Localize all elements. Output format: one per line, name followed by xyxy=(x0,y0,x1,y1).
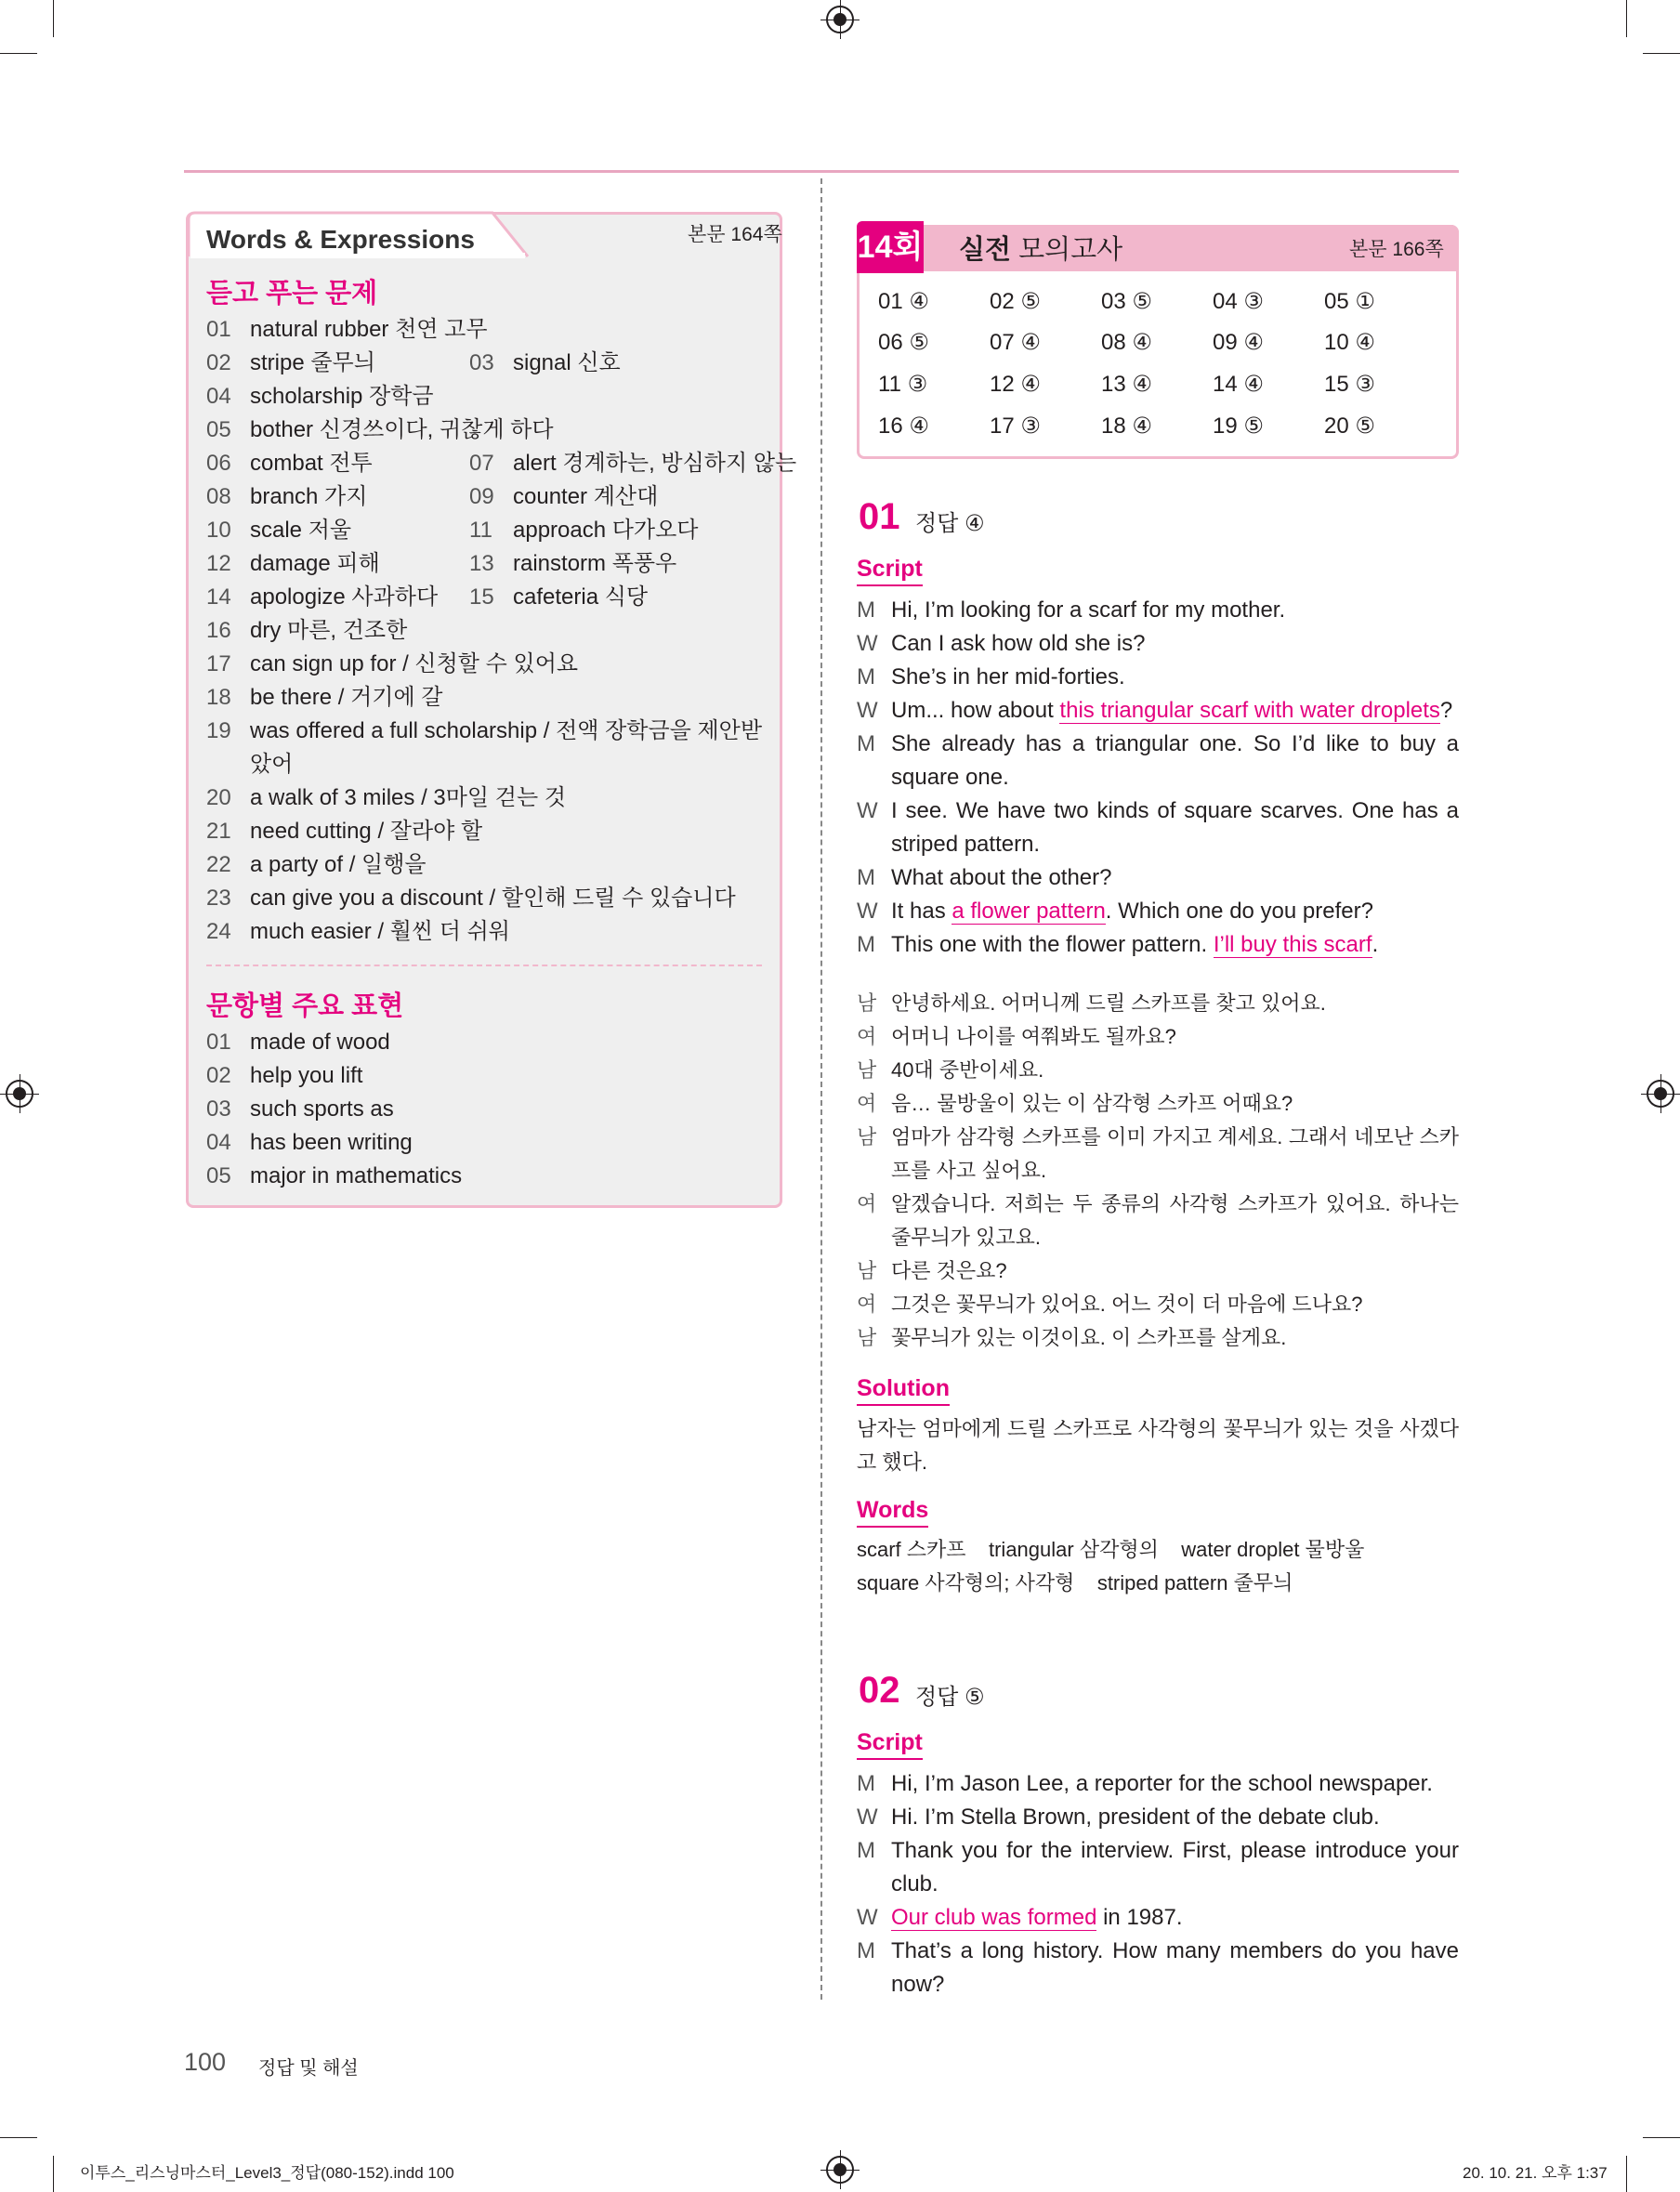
word-item: 04 scholarship 장학금 xyxy=(206,384,434,409)
word-item: 08 branch 가지 xyxy=(206,484,368,509)
word-item: 20 a walk of 3 miles / 3마일 걷는 것 xyxy=(206,785,567,810)
crop-mark xyxy=(53,0,54,37)
answer-item: 11 ③ xyxy=(878,372,928,397)
script-line: M That’s a long history. How many members do you have now? xyxy=(857,1938,1459,1997)
answer-item: 03 ⑤ xyxy=(1101,289,1152,314)
script-line: M Hi, I’m looking for a scarf for my mother. xyxy=(857,597,1286,623)
section-divider xyxy=(206,965,762,966)
word-item: 았어 xyxy=(250,752,294,777)
solution-text: 남자는 엄마에게 드릴 스카프로 사각형의 꽃무늬가 있는 것을 사겠다고 했다. xyxy=(857,1417,1459,1474)
answer-item: 04 ③ xyxy=(1213,289,1264,314)
page-reference: 본문 166쪽 xyxy=(1349,239,1444,260)
answer-item: 12 ④ xyxy=(990,372,1041,397)
crop-mark xyxy=(53,2156,54,2192)
crop-mark xyxy=(1626,2156,1627,2192)
answer-item: 16 ④ xyxy=(878,413,929,439)
slug-filename: 이투스_리스닝마스터_Level3_정답(080-152).indd 100 xyxy=(80,2164,454,2182)
crop-mark xyxy=(0,2137,37,2138)
section-title-expressions: 문항별 주요 표현 xyxy=(206,991,404,1021)
answer-item: 07 ④ xyxy=(990,330,1041,355)
word-item: 22 a party of / 일행을 xyxy=(206,852,427,877)
expression-item: 03 such sports as xyxy=(206,1096,394,1122)
answer-item: 18 ④ xyxy=(1101,413,1152,439)
answer-item: 13 ④ xyxy=(1101,372,1152,397)
word-item: 05 bother 신경쓰이다, 귀찮게 하다 xyxy=(206,417,554,442)
page-reference: 본문 164쪽 xyxy=(688,224,782,245)
highlighted-answer: this triangular scarf with water droplets xyxy=(1059,698,1440,723)
answer-item: 17 ③ xyxy=(990,413,1041,439)
translation-line: 남 40대 중반이세요. xyxy=(857,1058,1044,1082)
word-item: 07 alert 경계하는, 방심하지 않는 xyxy=(469,451,797,476)
answer-item: 14 ④ xyxy=(1213,372,1264,397)
word-item: 13 rainstorm 폭풍우 xyxy=(469,551,677,576)
script-line: W It has a flower pattern. Which one do you prefer? xyxy=(857,899,1373,924)
highlighted-answer: a flower pattern xyxy=(952,899,1106,924)
expression-item: 04 has been writing xyxy=(206,1130,413,1155)
word-item: 16 dry 마른, 건조한 xyxy=(206,618,408,643)
word-item: 18 be there / 거기에 갈 xyxy=(206,685,443,710)
word-item: 24 much easier / 훨씬 더 쉬워 xyxy=(206,919,510,944)
word-item: 19 was offered a full scholarship / 전액 장학금을 제안받 xyxy=(206,718,763,743)
word-item: 17 can sign up for / 신청할 수 있어요 xyxy=(206,651,579,676)
script-line: W Um... how about this triangular scarf with water droplets? xyxy=(857,698,1453,723)
answer-item: 06 ⑤ xyxy=(878,330,929,355)
word-item: 03 signal 신호 xyxy=(469,350,621,375)
script-line: M This one with the flower pattern. I’ll buy this scarf. xyxy=(857,932,1379,957)
words-label: Words xyxy=(857,1497,928,1528)
highlighted-answer: Our club was formed xyxy=(891,1905,1097,1930)
script-line: M What about the other? xyxy=(857,865,1112,890)
crop-mark xyxy=(1643,2137,1680,2138)
question-answer: 정답 ⑤ xyxy=(915,1685,985,1710)
translation-line: 남 꽃무늬가 있는 이것이요. 이 스카프를 살게요. xyxy=(857,1326,1287,1349)
translation-line: 남 다른 것은요? xyxy=(857,1259,1007,1282)
expression-item: 02 help you lift xyxy=(206,1063,363,1088)
solution-label: Solution xyxy=(857,1375,950,1406)
translation-line: 여 음… 물방울이 있는 이 삼각형 스카프 어때요? xyxy=(857,1092,1293,1115)
answer-item: 05 ① xyxy=(1324,289,1375,314)
translation-line: 여 그것은 꽃무늬가 있어요. 어느 것이 더 마음에 드나요? xyxy=(857,1293,1363,1316)
script-line: M She’s in her mid-forties. xyxy=(857,664,1125,689)
word-item: 10 scale 저울 xyxy=(206,518,352,543)
registration-mark-icon xyxy=(826,6,854,33)
page-number: 100 xyxy=(184,2048,227,2076)
header-rule xyxy=(184,170,1459,173)
answer-item: 10 ④ xyxy=(1324,330,1375,355)
registration-mark-icon xyxy=(1647,1080,1674,1108)
answer-item: 01 ④ xyxy=(878,289,929,314)
word-item: 12 damage 피해 xyxy=(206,551,380,576)
script-line: W Hi. I’m Stella Brown, president of the debate club. xyxy=(857,1805,1380,1830)
slug-date: 20. 10. 21. 오후 1:37 xyxy=(1463,2164,1608,2182)
expression-item: 05 major in mathematics xyxy=(206,1163,463,1188)
translation-line: 남 엄마가 삼각형 스카프를 이미 가지고 계세요. 그래서 네모난 스카프를 사고 싶어요. xyxy=(857,1125,1459,1182)
footer-section: 정답 및 해설 xyxy=(258,2058,359,2079)
translation-line: 여 어머니 나이를 여쭤봐도 될까요? xyxy=(857,1025,1176,1048)
answer-item: 19 ⑤ xyxy=(1213,413,1264,439)
script-line: M Hi, I’m Jason Lee, a reporter for the school newspaper. xyxy=(857,1771,1433,1796)
script-label: Script xyxy=(857,556,923,586)
script-line: W I see. We have two kinds of square scarves. One has a striped pattern. xyxy=(857,798,1459,857)
registration-mark-icon xyxy=(826,2156,854,2184)
script-line: W Can I ask how old she is? xyxy=(857,631,1146,656)
answer-item: 02 ⑤ xyxy=(990,289,1041,314)
word-item: 09 counter 계산대 xyxy=(469,484,659,509)
expression-item: 01 made of wood xyxy=(206,1030,390,1055)
answer-item: 09 ④ xyxy=(1213,330,1264,355)
crop-mark xyxy=(1626,0,1627,37)
translation-line: 남 안녕하세요. 어머니께 드릴 스카프를 찾고 있어요. xyxy=(857,991,1326,1015)
box-title: Words & Expressions xyxy=(206,225,475,254)
word-item: 06 combat 전투 xyxy=(206,451,373,476)
script-label: Script xyxy=(857,1729,923,1760)
answer-item: 20 ⑤ xyxy=(1324,413,1375,439)
question-number: 02 xyxy=(859,1670,900,1711)
word-item: 11 approach 다가오다 xyxy=(469,518,699,543)
round-badge: 14회 xyxy=(857,221,924,273)
words-line: square 사각형의; 사각형 striped pattern 줄무늬 xyxy=(857,1571,1293,1595)
registration-mark-icon xyxy=(6,1080,33,1108)
highlighted-answer: I’ll buy this scarf xyxy=(1213,932,1372,957)
crop-mark xyxy=(0,53,37,54)
word-item: 15 cafeteria 식당 xyxy=(469,584,649,610)
script-line: M Thank you for the interview. First, please introduce your club. xyxy=(857,1838,1459,1897)
crop-mark xyxy=(1643,53,1680,54)
answer-item: 08 ④ xyxy=(1101,330,1152,355)
word-item: 23 can give you a discount / 할인해 드릴 수 있습니다 xyxy=(206,886,736,911)
word-item: 01 natural rubber 천연 고무 xyxy=(206,317,488,342)
words-line: scarf 스카프 triangular 삼각형의 water droplet 물방울 xyxy=(857,1538,1365,1561)
answer-item: 15 ③ xyxy=(1324,372,1375,397)
column-divider xyxy=(820,178,822,2000)
question-number: 01 xyxy=(859,496,900,537)
word-item: 02 stripe 줄무늬 xyxy=(206,350,375,375)
answer-key-title: 실전 모의고사 xyxy=(959,235,1123,265)
translation-line: 여 알겠습니다. 저희는 두 종류의 사각형 스카프가 있어요. 하나는 줄무늬가 있고요. xyxy=(857,1192,1459,1249)
question-answer: 정답 ④ xyxy=(915,511,985,536)
word-item: 14 apologize 사과하다 xyxy=(206,584,439,610)
script-line: W Our club was formed in 1987. xyxy=(857,1905,1183,1930)
section-title-listening: 듣고 푸는 문제 xyxy=(206,279,378,308)
script-line: M She already has a triangular one. So I’d like to buy a square one. xyxy=(857,731,1459,790)
word-item: 21 need cutting / 잘라야 할 xyxy=(206,819,483,844)
